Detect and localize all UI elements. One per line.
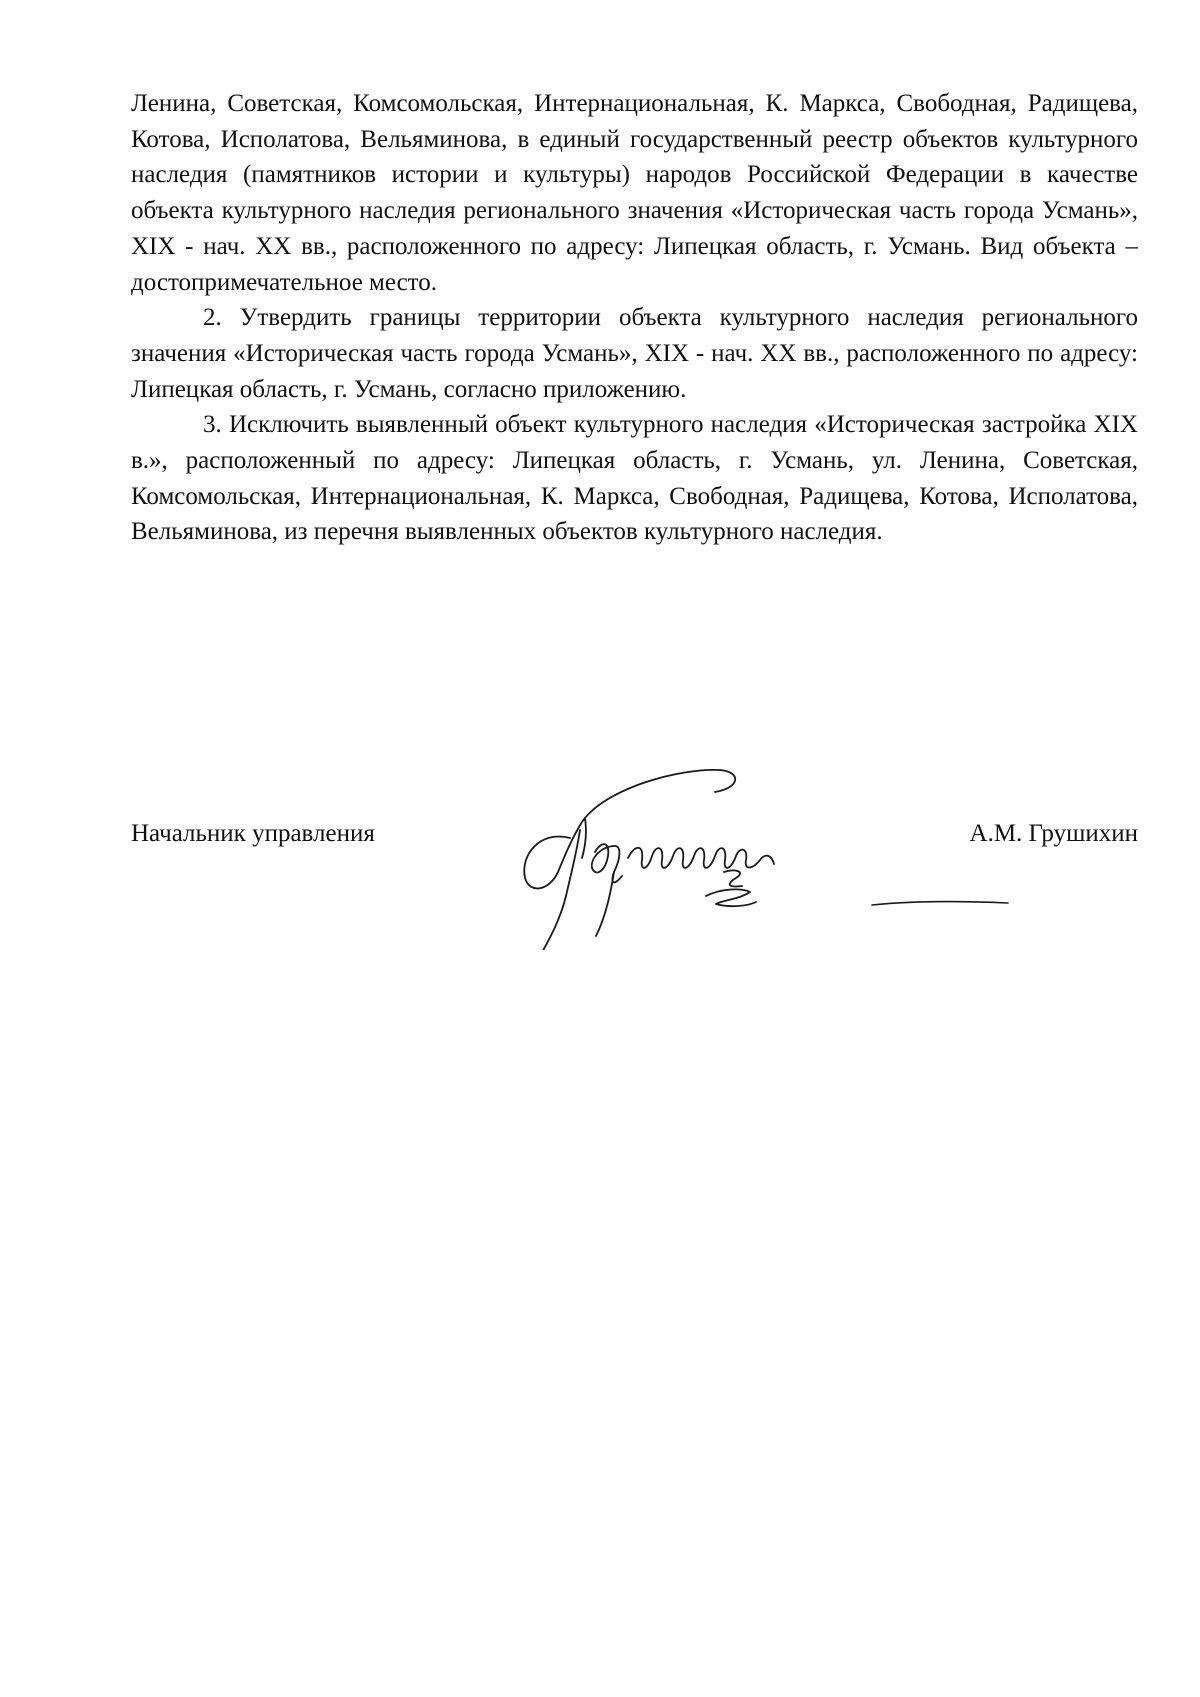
paragraph-item-3: 3. Исключить выявленный объект культурного наследия «Историческая застройка XIX в.», расположенный по адресу: Липецкая область, г. Усмань, ул. Ленина, Советская, Комсомольская, Интернациональная, К. Маркса, Свободная, Радищева, Котова, Исполатова, Вельяминова, из перечня выявленных объектов культурного наследия. xyxy=(131,411,1138,546)
paragraph-item-2: 2. Утвердить границы территории объекта культурного наследия регионального значения «Историческая часть города Усмань», XIX - нач. XX вв., расположенного по адресу: Липецкая область, г. Усмань, согласно приложению. xyxy=(131,304,1138,403)
document-body xyxy=(131,86,1138,550)
signature-underline xyxy=(870,896,1010,910)
paragraph-continuation: Ленина, Советская, Комсомольская, Интернациональная, К. Маркса, Свободная, Радищева, Котова, Исполатова, Вельяминова, в единый государственный реестр объектов культурного наследия (памятников истории и культуры) народов Российской Федерации в качестве объекта культурного наследия регионального значения «Историческая часть города Усмань», XIX - нач. XX вв., расположенного по адресу: Липецкая область, г. Усмань. Вид объекта – достопримечательное место. xyxy=(131,90,1138,296)
handwritten-signature xyxy=(510,760,840,950)
signatory-position: Начальник управления xyxy=(131,820,375,847)
signatory-name: А.М. Грушихин xyxy=(969,820,1138,847)
